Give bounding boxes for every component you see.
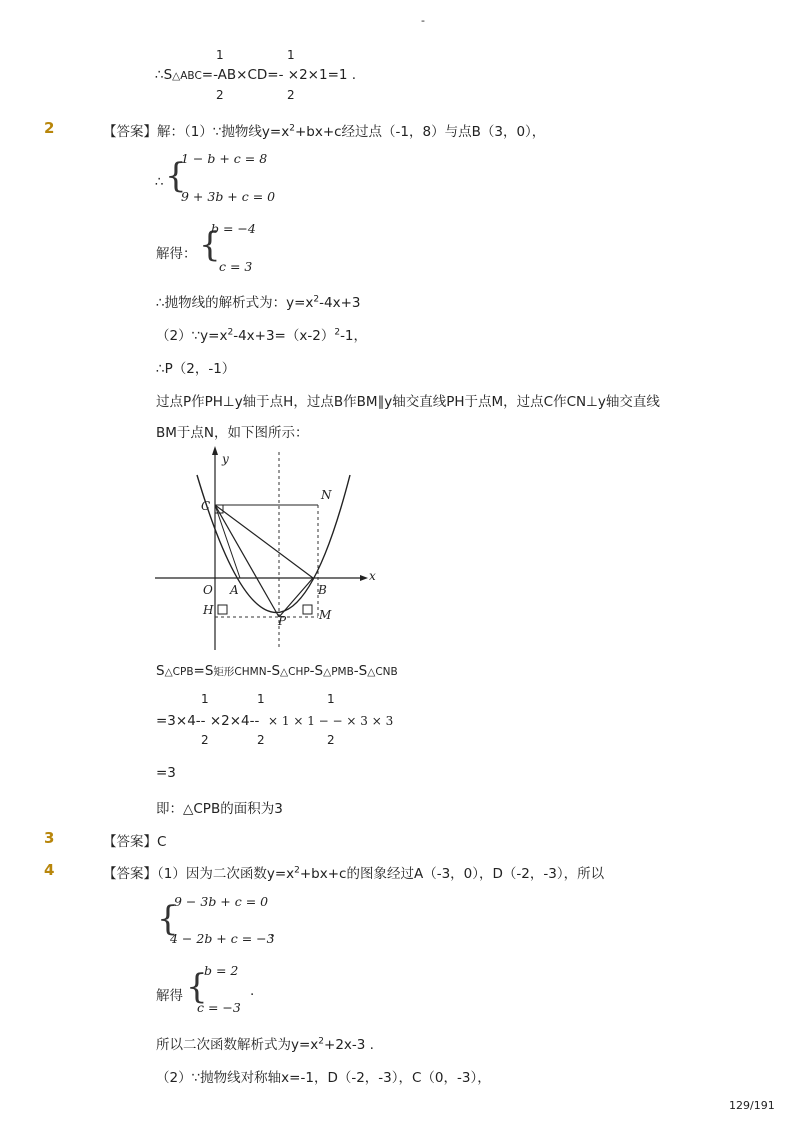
equation: 9 − 3b + c = 0 <box>174 894 269 909</box>
area-decomposition: S△CPB=S矩形CHMN-S△CHP-S△PMB-S△CNB <box>156 663 398 679</box>
q3-answer: 【答案】C <box>103 834 167 850</box>
comma: ， <box>270 924 284 940</box>
therefore-symbol: ∴ <box>155 174 164 190</box>
answer-tag: 【答案】 <box>103 866 157 882</box>
parabola-graph <box>150 440 380 655</box>
label-a: A <box>230 583 239 597</box>
equation: 4 − 2b + c = −3 <box>170 931 275 946</box>
label-b: B <box>318 583 327 597</box>
answer-tag: 【答案】 <box>103 124 157 140</box>
fraction-numerator: 1 <box>201 692 209 706</box>
right-angle-h <box>218 605 227 614</box>
period: . <box>250 983 255 999</box>
analytic-formula: ∴抛物线的解析式为：$y=x^2-4x+3$ <box>156 294 361 311</box>
answer-tag: 【答案】 <box>103 834 157 850</box>
q4-line1: 【答案】（1）因为二次函数$y=x^2+bx+c$的图象经过A（-3，0），D（-2，-3），所以 <box>103 865 605 882</box>
solve-label: 解得 <box>156 988 183 1004</box>
label-n: N <box>321 488 332 502</box>
left-brace: { <box>186 967 208 1007</box>
label-m: M <box>319 608 332 622</box>
q4-result: 所以二次函数解析式为$y=x^2+2x-3$ . <box>156 1036 374 1053</box>
label-h: H <box>203 603 214 617</box>
label-c: C <box>201 499 211 513</box>
fraction-denominator: 2 <box>287 88 295 102</box>
part2-line: $(2)\because y=x^2-4x+3=(x-2)^2-1$， <box>156 327 368 344</box>
fraction-numerator: 1 <box>257 692 265 706</box>
area-subscript: △ABC <box>172 70 202 82</box>
fraction-denominator: 2 <box>257 733 265 747</box>
left-brace: { <box>165 156 187 196</box>
construction-line: BM于点N，如下图所示： <box>156 425 309 441</box>
vertex-line: ∴P（2，-1） <box>156 361 236 377</box>
equation: c = 3 <box>219 259 253 274</box>
fraction-numerator: 1 <box>287 48 295 62</box>
x-axis-arrow <box>360 575 368 581</box>
area-expression: =-AB×CD=- ×2×1=1 . <box>201 67 357 83</box>
right-angle-m <box>303 605 312 614</box>
question-number: 2 <box>44 119 55 137</box>
area-prefix: ∴S <box>155 67 173 83</box>
fraction-denominator: 2 <box>216 88 224 102</box>
calculation: =3×4-- ×2×4-- <box>156 713 260 729</box>
conclusion-line: 即：△CPB的面积为3 <box>156 801 283 817</box>
equation: c = −3 <box>197 1000 241 1015</box>
solve-label: 解得： <box>156 246 197 262</box>
label-p: P <box>278 614 287 628</box>
construction-line: 过点P作PH⊥y轴于点H，过点B作BM∥y轴交直线PH于点M，过点C作CN⊥y轴交直线 <box>156 394 660 410</box>
header-dash: - <box>421 14 425 27</box>
segment-cp <box>215 505 279 617</box>
page-number: 129/191 <box>729 1099 775 1112</box>
equation: 9 + 3b + c = 0 <box>181 189 276 204</box>
label-x: x <box>369 569 376 583</box>
y-axis-arrow <box>212 446 218 455</box>
fraction-denominator: 2 <box>201 733 209 747</box>
question-number: 4 <box>44 861 55 879</box>
equation: 1 − b + c = 8 <box>181 151 268 166</box>
result-line: =3 <box>156 765 176 781</box>
left-brace: { <box>157 899 179 939</box>
segment-pb <box>279 578 313 617</box>
calculation: × 1 × 1 − − × 3 × 3 <box>268 714 394 728</box>
fraction-denominator: 2 <box>327 733 335 747</box>
left-brace: { <box>199 225 221 265</box>
equation: b = 2 <box>204 963 239 978</box>
fraction-numerator: 1 <box>327 692 335 706</box>
q4-part2: （2）∵抛物线对称轴x=-1，D（-2，-3），C（0，-3）， <box>156 1070 491 1086</box>
question-number: 3 <box>44 829 55 847</box>
q2-line1: 【答案】解：（1）∵抛物线$y=x^2+bx+c$经过点（-1，8）与点B（3，0）， <box>103 123 546 140</box>
label-y: y <box>222 452 229 466</box>
label-o: O <box>203 583 213 597</box>
segment-cb <box>215 505 313 578</box>
fraction-numerator: 1 <box>216 48 224 62</box>
equation: b = −4 <box>211 221 256 236</box>
